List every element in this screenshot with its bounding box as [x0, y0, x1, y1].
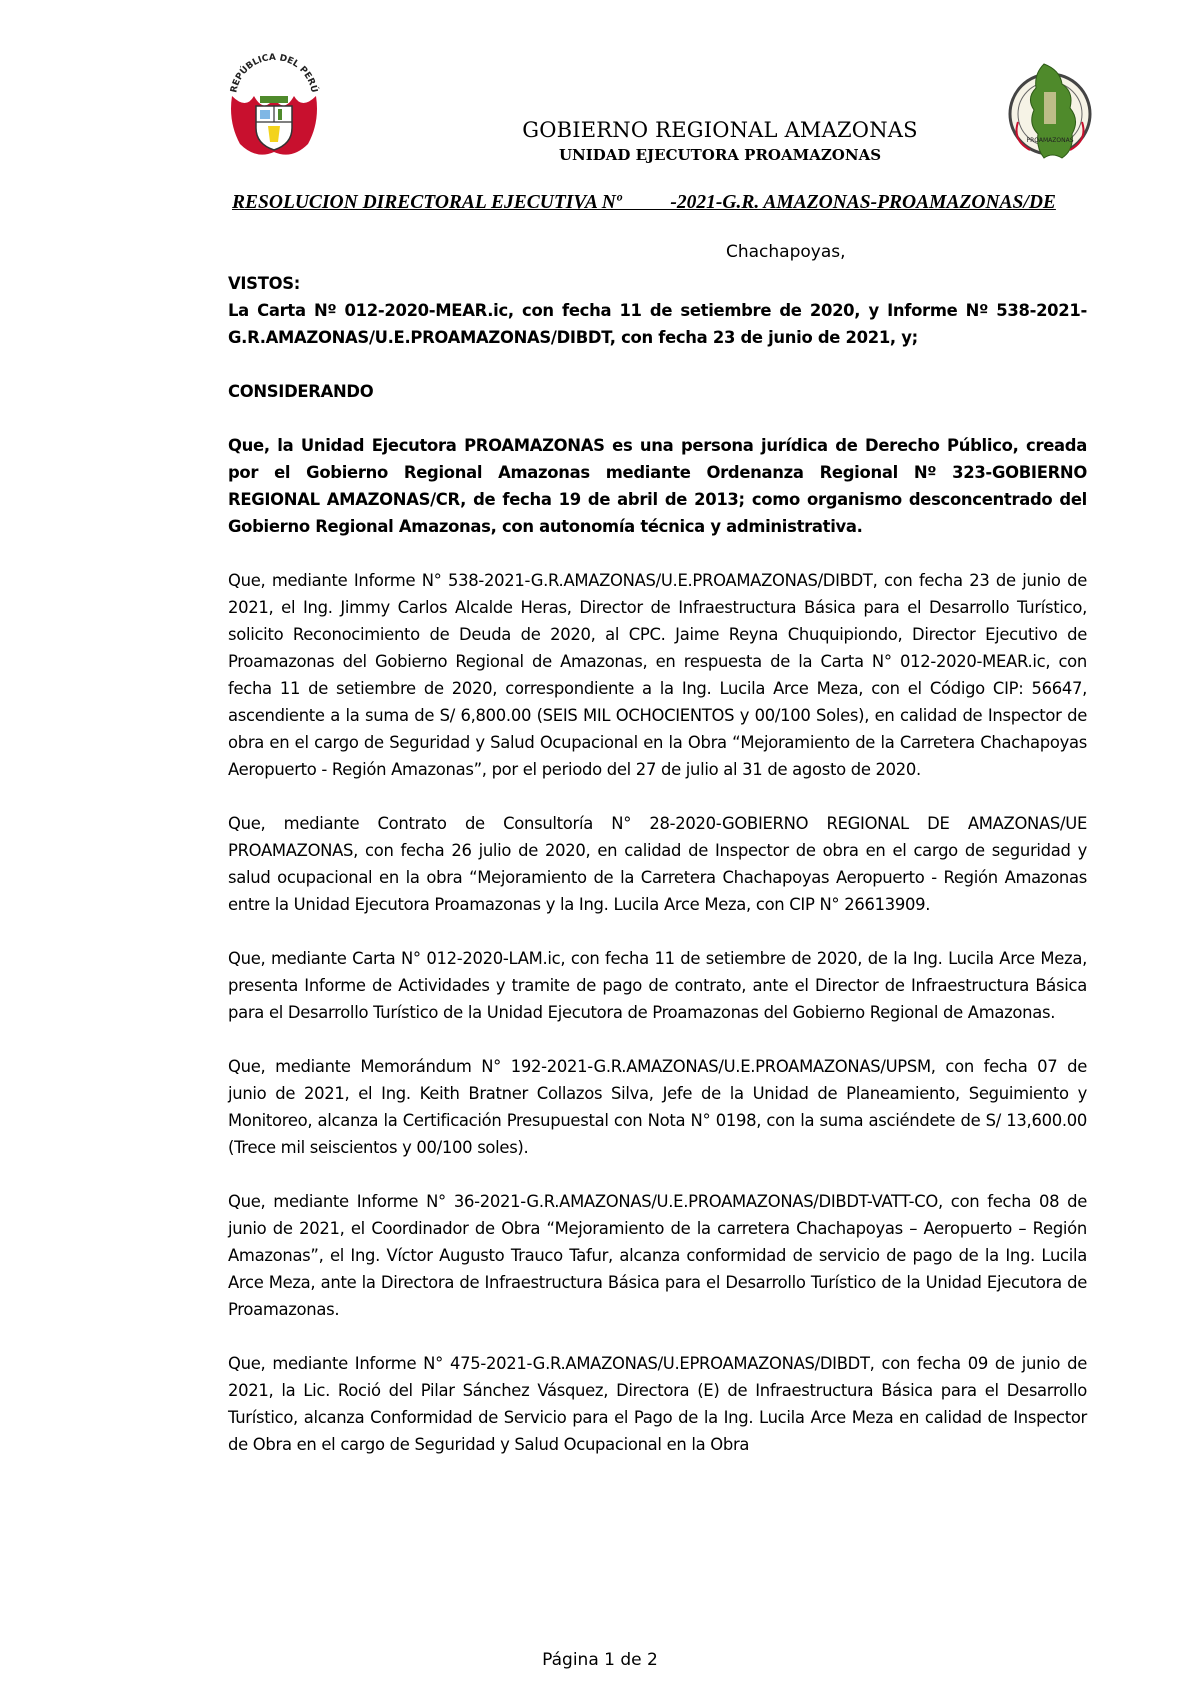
place-date-line: Chachapoyas,: [726, 242, 846, 262]
resolution-title: RESOLUCION DIRECTORAL EJECUTIVA Nº -2021-G.R. AMAZONAS-PROAMAZONAS/DE: [232, 192, 1056, 213]
seal-left-text: REPÚBLICA DEL PERÚ: [229, 52, 319, 94]
peru-coat-of-arms-seal: [222, 52, 326, 164]
paragraph-memorandum-192: Que, mediante Memorándum N° 192-2021-G.R.AMAZONAS/U.E.PROAMAZONAS/UPSM, con fecha 07 de junio de 2021, el Ing. Keith Bratner Collazos Silva, Jefe de la Unidad de Planeamiento, Seguimiento y Monitoreo, alcanza la Certificación Presupuestal con Nota N° 0198, con la suma asciéndete de S/ 13,600.00 (Trece mil seiscientos y 00/100 soles).: [228, 1057, 1087, 1157]
paragraph-informe-538: Que, mediante Informe N° 538-2021-G.R.AMAZONAS/U.E.PROAMAZONAS/DIBDT, con fecha 23 de junio de 2021, el Ing. Jimmy Carlos Alcalde Heras, Director de Infraestructura Básica para el Desarrollo Turístico, solicito Reconocimiento de Deuda de 2020, al CPC. Jaime Reyna Chuquipiondo, Director Ejecutivo de Proamazonas del Gobierno Regional de Amazonas, en respuesta de la Carta N° 012-2020-MEAR.ic, con fecha 11 de setiembre de 2020, correspondiente a la Ing. Lucila Arce Meza, con el Código CIP: 56647, ascendiente a la suma de S/ 6,800.00 (SEIS MIL OCHOCIENTOS y 00/100 Soles), en calidad de Inspector de obra en el cargo de Seguridad y Salud Ocupacional en la Obra “Mejoramiento de la Carretera Chachapoyas Aeropuerto - Región Amazonas”, por el periodo del 27 de julio al 31 de agosto de 2020.: [228, 571, 1087, 779]
unit-title: UNIDAD EJECUTORA PROAMAZONAS: [558, 146, 882, 164]
vistos-heading: VISTOS:: [228, 274, 300, 293]
proamazonas-emblem: [1000, 62, 1100, 164]
vistos-text: La Carta Nº 012-2020-MEAR.ic, con fecha 11 de setiembre de 2020, y Informe Nº 538-2021-G.R.AMAZONAS/U.E.PROAMAZONAS/DIBDT, con fecha 23 de junio de 2021, y;: [228, 301, 1087, 347]
document-body: [228, 270, 1087, 1458]
paragraph-informe-475: Que, mediante Informe N° 475-2021-G.R.AMAZONAS/U.EPROAMAZONAS/DIBDT, con fecha 09 de junio de 2021, la Lic. Roció del Pilar Sánchez Vásquez, Directora (E) de Infraestructura Básica para el Desarrollo Turístico, alcanza Conformidad de Servicio para el Pago de la Ing. Lucila Arce Meza en calidad de Inspector de Obra en el cargo de Seguridad y Salud Ocupacional en la Obra: [228, 1354, 1087, 1454]
government-title: GOBIERNO REGIONAL AMAZONAS: [522, 118, 918, 142]
paragraph-informe-36: Que, mediante Informe N° 36-2021-G.R.AMAZONAS/U.E.PROAMAZONAS/DIBDT-VATT-CO, con fecha 08 de junio de 2021, el Coordinador de Obra “Mejoramiento de la carretera Chachapoyas – Aeropuerto – Región Amazonas”, el Ing. Víctor Augusto Trauco Tafur, alcanza conformidad de servicio de pago de la Ing. Lucila Arce Meza, ante la Directora de Infraestructura Básica para el Desarrollo Turístico de la Unidad Ejecutora de Proamazonas.: [228, 1192, 1087, 1319]
svg-text:REPÚBLICA DEL PERÚ: [229, 53, 320, 94]
paragraph-contrato-28: Que, mediante Contrato de Consultoría N° 28-2020-GOBIERNO REGIONAL DE AMAZONAS/UE PROAMAZONAS, con fecha 26 julio de 2020, en calidad de Inspector de obra en el cargo de seguridad y salud ocupacional en la obra “Mejoramiento de la Carretera Chachapoyas Aeropuerto - Región Amazonas entre la Unidad Ejecutora Proamazonas y la Ing. Lucila Arce Meza, con CIP N° 26613909.: [228, 814, 1087, 914]
paragraph-legal-status: Que, la Unidad Ejecutora PROAMAZONAS es una persona jurídica de Derecho Público, creada por el Gobierno Regional Amazonas mediante Ordenanza Regional Nº 323-GOBIERNO REGIONAL AMAZONAS/CR, de fecha 19 de abril de 2013; como organismo desconcentrado del Gobierno Regional Amazonas, con autonomía técnica y administrativa.: [228, 436, 1087, 536]
seal-right-text: PROAMAZONAS: [1026, 137, 1074, 144]
page-number: Página 1 de 2: [542, 1650, 658, 1670]
considerando-heading: CONSIDERANDO: [228, 382, 374, 401]
paragraph-carta-012: Que, mediante Carta N° 012-2020-LAM.ic, con fecha 11 de setiembre de 2020, de la Ing. Lucila Arce Meza, presenta Informe de Actividades y tramite de pago de contrato, ante el Director de Infraestructura Básica para el Desarrollo Turístico de la Unidad Ejecutora de Proamazonas del Gobierno Regional de Amazonas.: [228, 949, 1087, 1022]
